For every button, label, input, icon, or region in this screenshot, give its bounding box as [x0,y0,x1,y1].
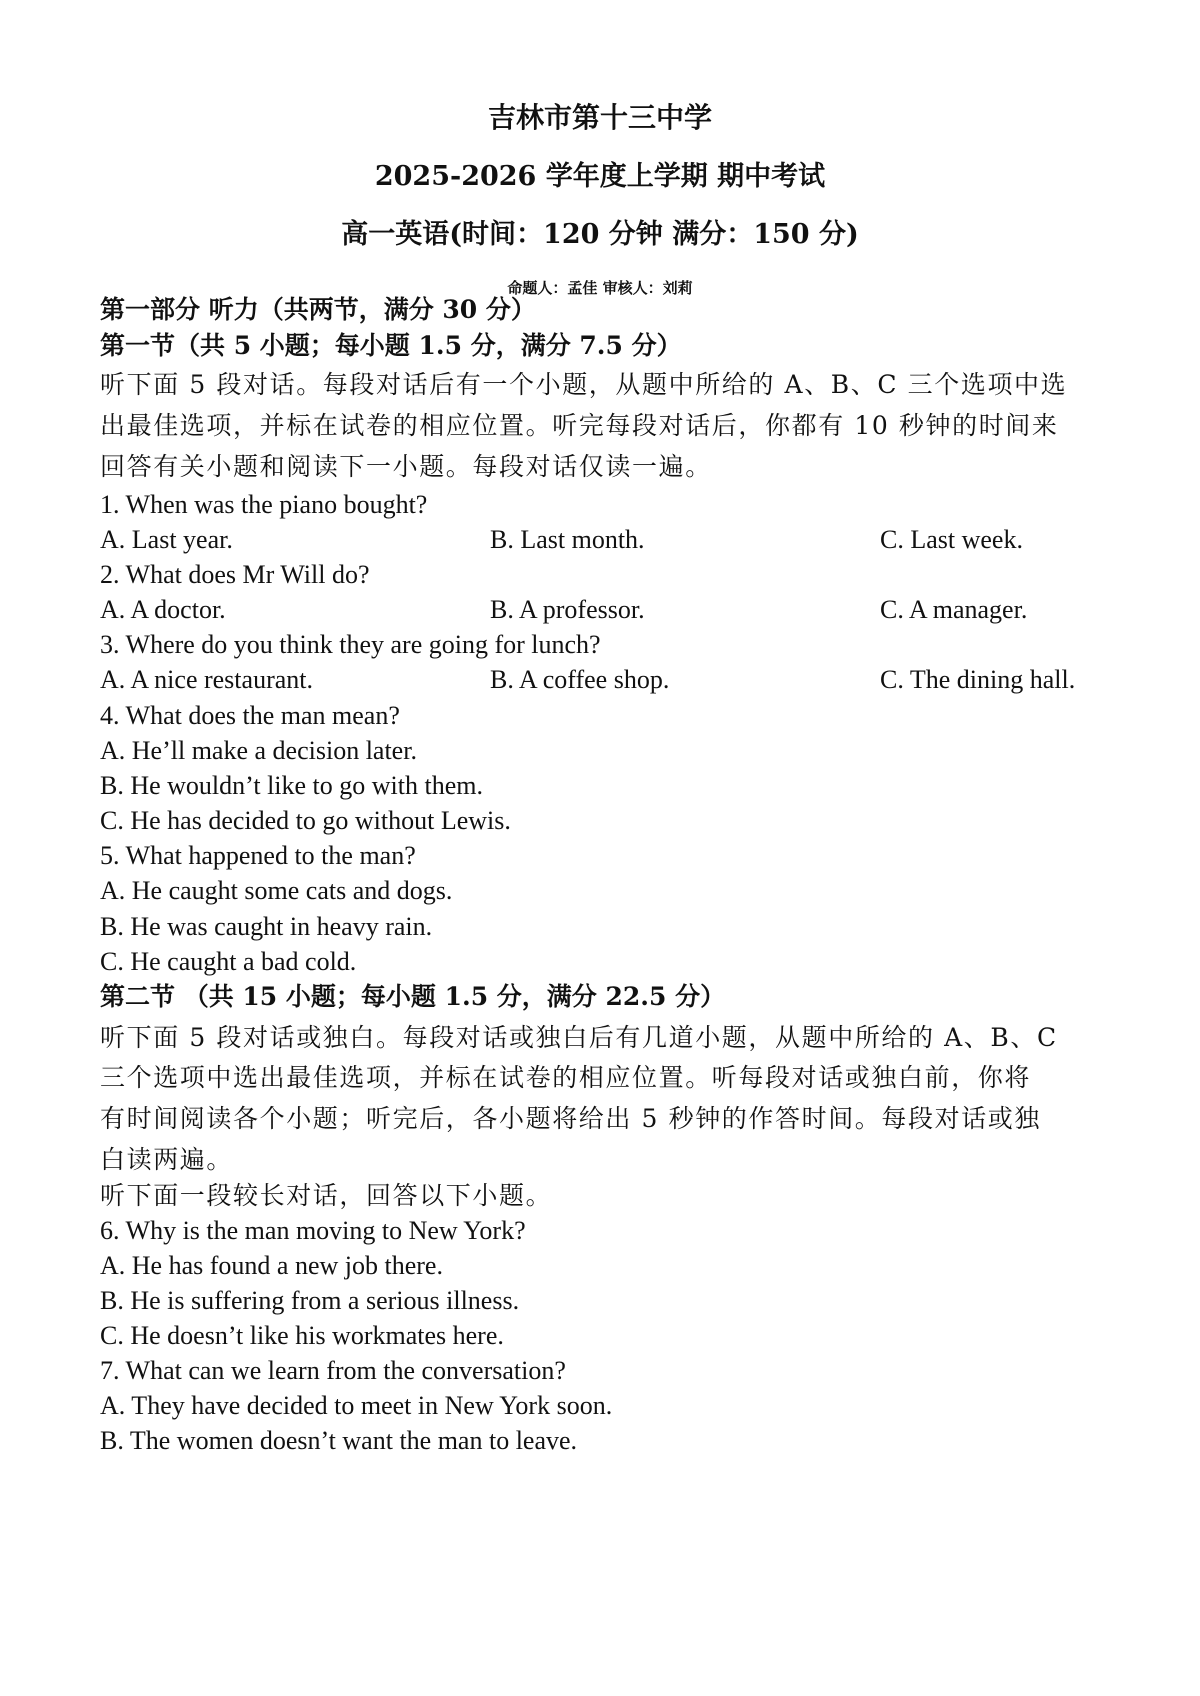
option-b: B. He is suffering from a serious illness. [100,1286,520,1315]
option-b: B. Last month. [490,525,645,554]
question-1-options [100,527,1120,561]
option-c: C. A manager. [880,595,1028,624]
question-1: 1. When was the piano bought? [100,490,428,519]
section2-instruction-line: 三个选项中选出最佳选项，并标在试卷的相应位置。听每段对话或独白前，你将 [100,1063,1032,1092]
option-b: B. A professor. [490,595,645,624]
option-c: C. He doesn’t like his workmates here. [100,1321,504,1350]
section2-instruction-line: 有时间阅读各个小题；听完后，各小题将给出 5 秒钟的作答时间。每段对话或独 [100,1104,1042,1133]
section2-lead: 听下面一段较长对话，回答以下小题。 [100,1181,553,1210]
option-a: A. A doctor. [100,595,226,624]
section2-title: 第二节 （共 15 小题；每小题 1.5 分，满分 22.5 分） [100,982,726,1011]
section1-instruction-line: 回答有关小题和阅读下一小题。每段对话仅读一遍。 [100,452,712,481]
subject-line: 高一英语(时间：120 分钟 满分：150 分) [341,219,859,250]
option-a: A. A nice restaurant. [100,665,313,694]
option-a: A. Last year. [100,525,233,554]
option-a: A. He caught some cats and dogs. [100,876,453,905]
section1-title: 第一节（共 5 小题；每小题 1.5 分，满分 7.5 分） [100,331,682,360]
question-5: 5. What happened to the man? [100,841,416,870]
option-c: C. He caught a bad cold. [100,947,357,976]
part1-title: 第一部分 听力（共两节，满分 30 分） [100,295,536,324]
section2-instruction-line: 白读两遍。 [100,1145,234,1174]
section1-instruction-line: 听下面 5 段对话。每段对话后有一个小题，从题中所给的 A、B、C 三个选项中选 [100,370,1068,399]
option-a: A. He’ll make a decision later. [100,736,417,765]
question-6: 6. Why is the man moving to New York? [100,1216,526,1245]
school-name: 吉林市第十三中学 [487,101,712,134]
section2-instruction-line: 听下面 5 段对话或独白。每段对话或独白后有几道小题，从题中所给的 A、B、C [100,1023,1058,1052]
option-c: C. He has decided to go without Lewis. [100,806,511,835]
option-a: A. They have decided to meet in New York soon. [100,1391,613,1420]
option-b: B. The women doesn’t want the man to leave. [100,1426,578,1455]
option-a: A. He has found a new job there. [100,1251,443,1280]
option-b: B. He was caught in heavy rain. [100,912,433,941]
option-c: C. Last week. [880,525,1023,554]
option-c: C. The dining hall. [880,665,1076,694]
question-7: 7. What can we learn from the conversation? [100,1356,566,1385]
option-b: B. He wouldn’t like to go with them. [100,771,483,800]
question-4: 4. What does the man mean? [100,701,400,730]
authors-line: 命题人：孟佳 审核人：刘莉 [507,279,693,297]
section1-instruction-line: 出最佳选项，并标在试卷的相应位置。听完每段对话后，你都有 10 秒钟的时间来 [100,411,1059,440]
question-2: 2. What does Mr Will do? [100,560,370,589]
exam-title: 2025-2026 学年度上学期 期中考试 [374,161,826,192]
question-3: 3. Where do you think they are going for lunch? [100,630,601,659]
question-2-options [100,597,1120,631]
option-b: B. A coffee shop. [490,665,670,694]
question-3-options [100,667,1120,701]
